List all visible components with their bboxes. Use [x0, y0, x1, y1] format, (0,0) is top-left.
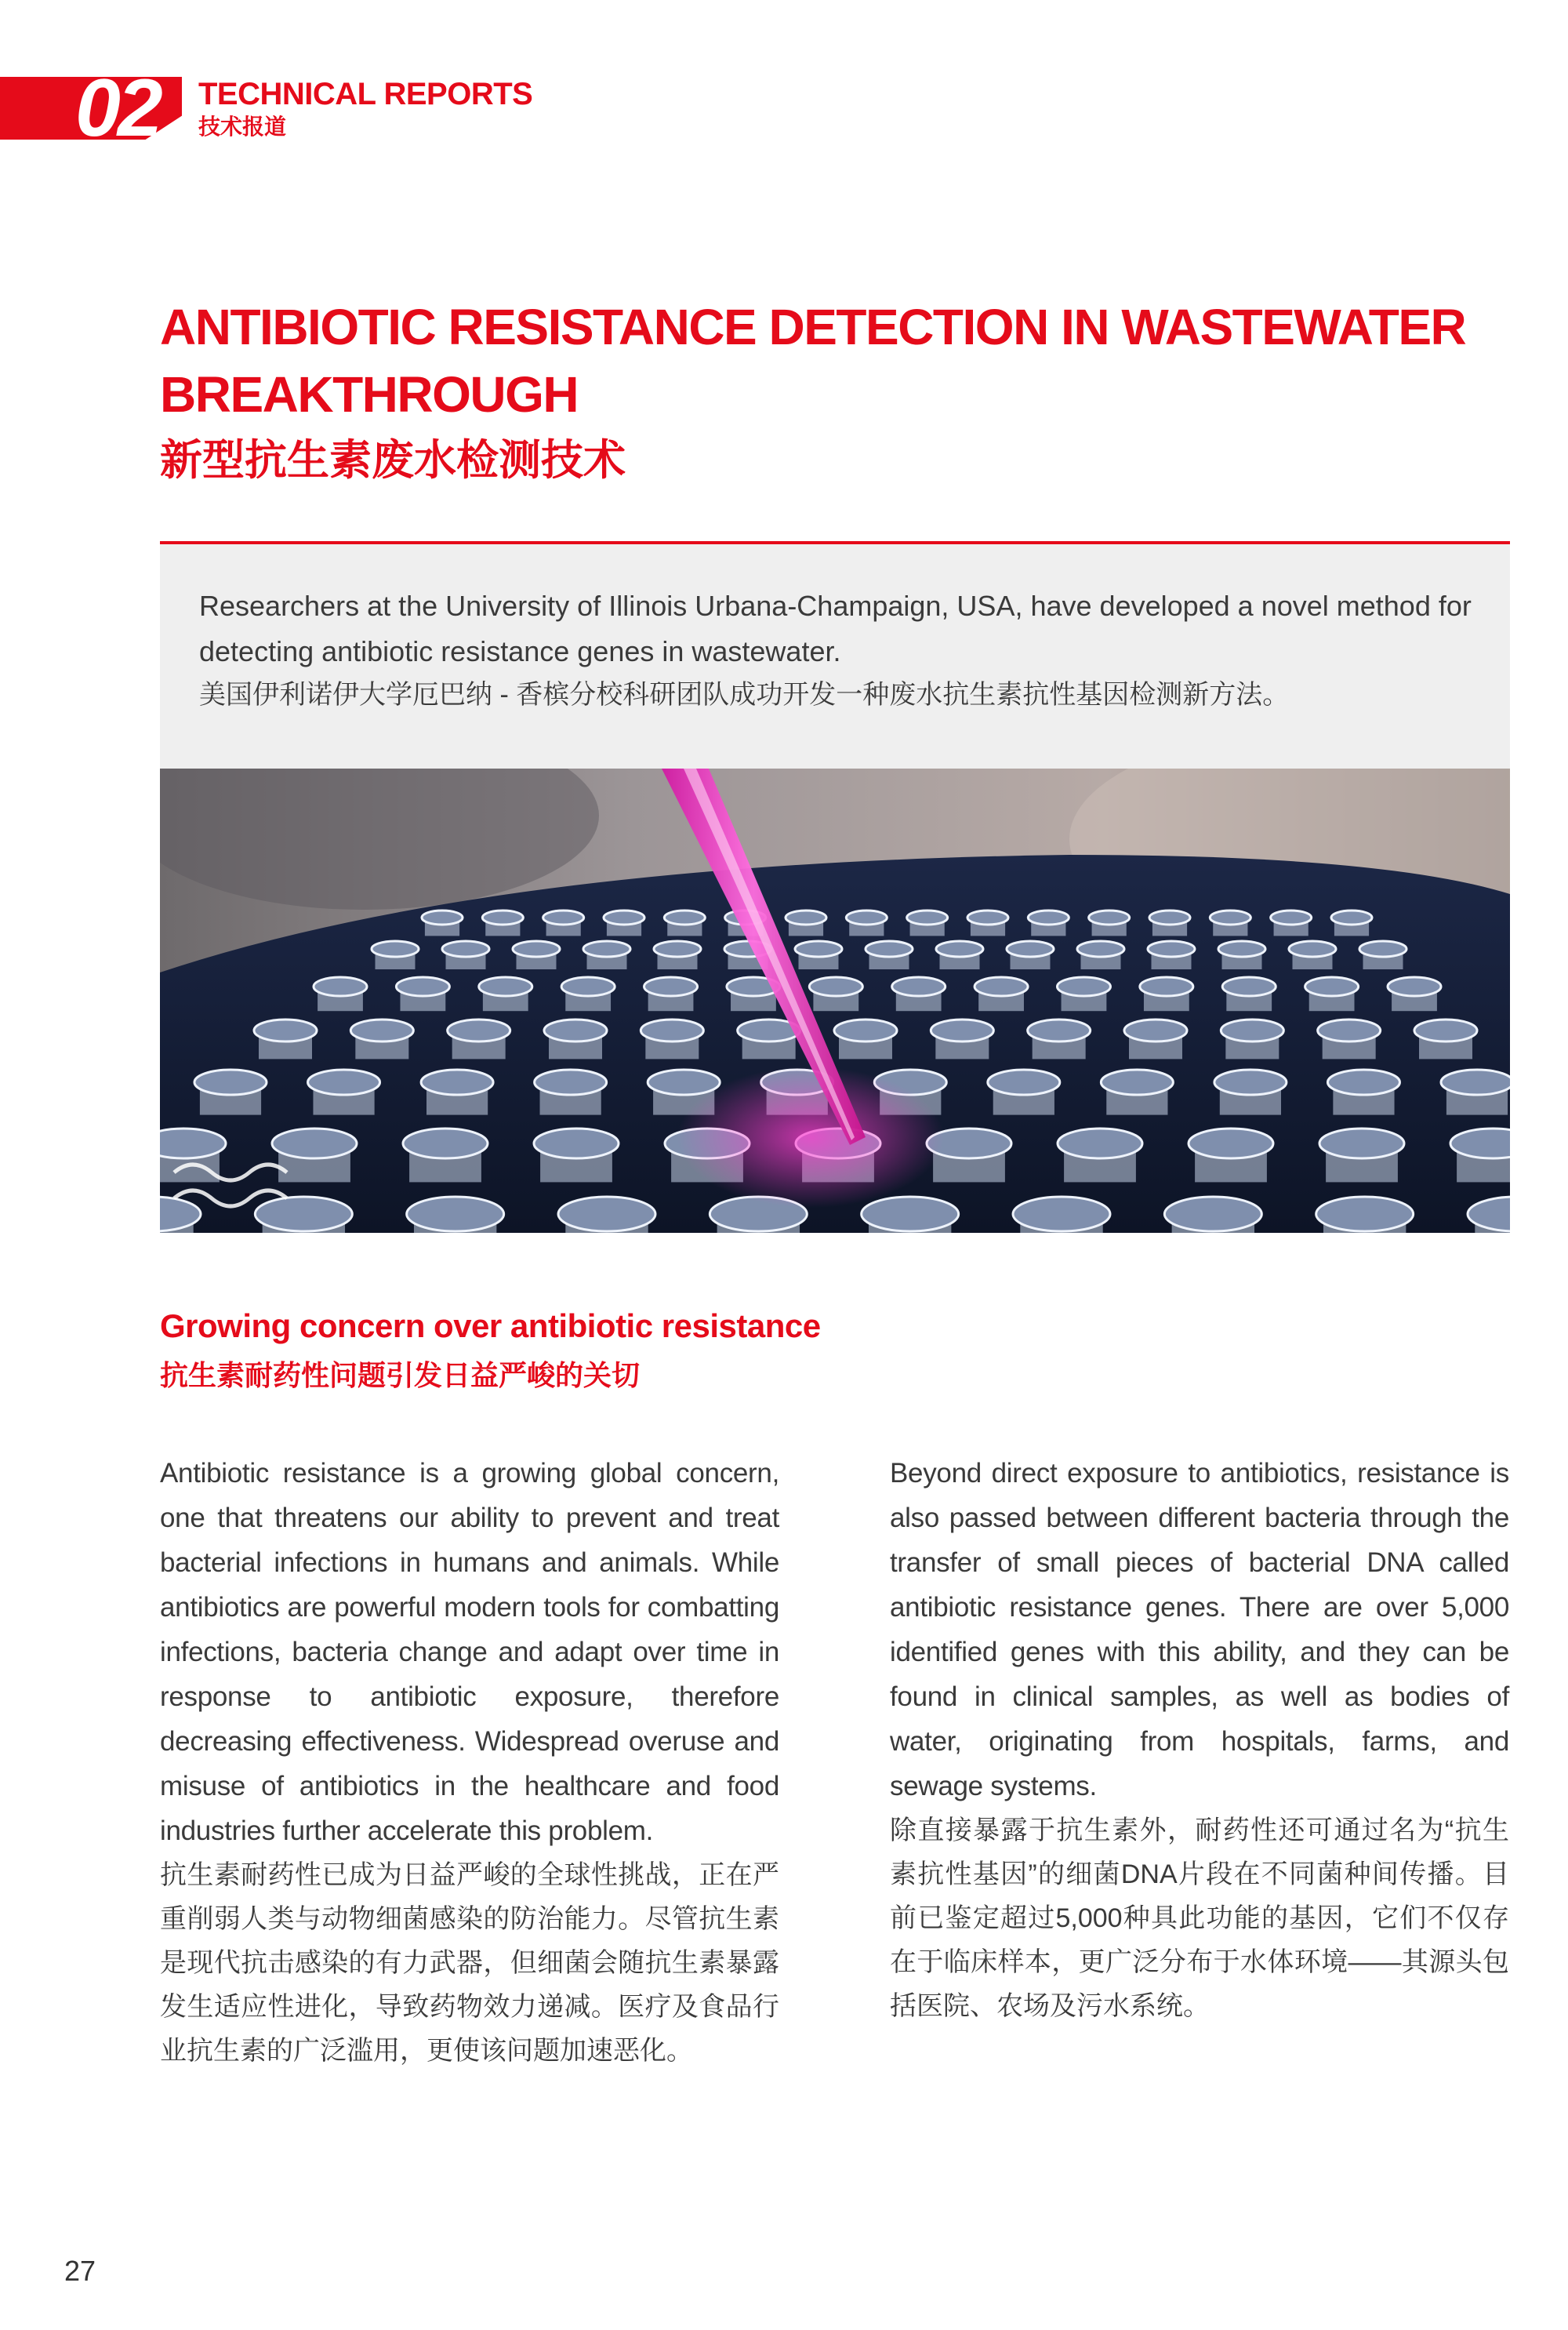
tube-rim — [654, 941, 701, 957]
tube-rim — [967, 911, 1008, 925]
tube-rim — [648, 1070, 720, 1095]
tube-rim — [1305, 977, 1359, 996]
tube-rim — [1013, 1197, 1110, 1231]
tube-rim — [1441, 1070, 1510, 1095]
tube-rim — [1164, 1197, 1261, 1231]
tube-rim — [442, 941, 489, 957]
body-paragraph-en: Beyond direct exposure to antibiotics, resistance is also passed between different bacteria through the transfer of small pieces of bacterial DNA called antibiotic resistance genes. There are over 5,000 identified genes with this ability, and they can be found in clinical samples, as well as bodies of water, originating from hospitals, farms, and sewage systems. — [890, 1458, 1509, 1801]
tube-rim — [1271, 911, 1312, 925]
tube-rim — [795, 941, 842, 957]
body-paragraph-en: Antibiotic resistance is a growing global concern, one that threatens our ability to prevent and treat bacterial infections in humans and animals. While antibiotics are powerful modern tools for combatting infections, bacteria change and adapt over time in response to antibiotic exposure, therefore decreasing effectiveness. Widespread overuse and misuse of antibiotics in the healthcare and food industries further accelerate this problem. — [160, 1458, 779, 1846]
tube-rim — [931, 1020, 993, 1041]
summary-box — [160, 544, 1510, 769]
tube-rim — [1149, 911, 1190, 925]
tube-rim — [255, 1197, 352, 1231]
tube-rim — [272, 1129, 357, 1158]
tube-rim — [1058, 1129, 1142, 1158]
tube-rim — [1222, 977, 1276, 996]
tube-rim — [422, 911, 463, 925]
tube-rim — [558, 1197, 655, 1231]
tube-rim — [1089, 911, 1130, 925]
tube-rim — [1057, 977, 1110, 996]
tube-rim — [834, 1020, 897, 1041]
body-paragraph-cn: 抗生素耐药性已成为日益严峻的全球性挑战，正在严重削弱人类与动物细菌感染的防治能力。尽管抗生素是现代抗击感染的有力武器，但细菌会随抗生素暴露发生适应性进化，导致药物效力递减。医疗及食品行业抗生素的广泛滥用，更使该问题加速恶化。 — [160, 1860, 779, 2066]
tube-rim — [535, 1070, 607, 1095]
tube-rim — [644, 977, 698, 996]
tube-rim — [1077, 941, 1124, 957]
tube-rim — [513, 941, 560, 957]
tube-rim — [1218, 941, 1265, 957]
tube-rim — [1140, 977, 1193, 996]
tube-rim — [561, 977, 615, 996]
body-paragraph-cn: 除直接暴露于抗生素外，耐药性还可通过名为“抗生素抗性基因”的细菌DNA片段在不同菌种间传播。目前已鉴定超过5,000种具此功能的基因，它们不仅存在于临床样本，更广泛分布于水体环境——其源头包括医院、农场及污水系统。 — [890, 1816, 1509, 2021]
tube-rim — [350, 1020, 413, 1041]
tube-rim — [1028, 911, 1069, 925]
tube-rim — [194, 1070, 267, 1095]
tube-rim — [1414, 1020, 1477, 1041]
article-title-cn: 新型抗生素废水检测技术 — [160, 437, 626, 484]
tube-rim — [809, 977, 862, 996]
tube-rim — [544, 1020, 607, 1041]
tube-rim — [407, 1197, 504, 1231]
tube-rim — [534, 1129, 619, 1158]
tube-rim — [1007, 941, 1054, 957]
tube-rim — [664, 911, 705, 925]
tube-rim — [846, 911, 887, 925]
tube-rim — [479, 977, 532, 996]
tube-rim — [372, 941, 419, 957]
tube-rim — [396, 977, 449, 996]
summary-text-cn: 美国伊利诺伊大学厄巴纳 - 香槟分校科研团队成功开发一种废水抗生素抗性基因检测新方法。 — [199, 680, 1290, 710]
tube-rim — [1331, 911, 1372, 925]
tube-rim — [1359, 941, 1406, 957]
tube-rim — [1189, 1129, 1273, 1158]
tube-rim — [448, 1020, 510, 1041]
summary-text-en: Researchers at the University of Illinois Urbana-Champaign, USA, have developed a novel method for detecting antibiotic resistance genes in wastewater. — [199, 590, 1472, 667]
tube-rim — [907, 911, 948, 925]
tube-rim — [866, 941, 913, 957]
tube-rim — [254, 1020, 317, 1041]
section-heading-en: Growing concern over antibiotic resistance — [160, 1307, 821, 1344]
tube-rim — [1388, 977, 1441, 996]
section-label-en: TECHNICAL REPORTS — [198, 77, 533, 111]
section-label-cn: 技术报道 — [198, 115, 287, 139]
tube-rim — [1450, 1129, 1510, 1158]
tube-rim — [403, 1129, 488, 1158]
tube-rim — [1210, 911, 1250, 925]
tube-rim — [641, 1020, 703, 1041]
article-title-en: ANTIBIOTIC RESISTANCE DETECTION IN WASTEWATER BREAKTHROUGH — [160, 299, 1466, 423]
tube-rim — [1319, 1129, 1404, 1158]
tube-rim — [314, 977, 367, 996]
tube-rim — [936, 941, 983, 957]
tube-rim — [1289, 941, 1336, 957]
tube-rim — [1028, 1020, 1091, 1041]
tube-rim — [988, 1070, 1060, 1095]
tube-rim — [543, 911, 584, 925]
tube-rim — [1101, 1070, 1173, 1095]
tube-rim — [604, 911, 644, 925]
tube-rim — [160, 1129, 226, 1158]
tube-rim — [1221, 1020, 1283, 1041]
body-column-right — [890, 1451, 1509, 2028]
tube-rim — [308, 1070, 380, 1095]
tube-rim — [1214, 1070, 1287, 1095]
tube-rim — [421, 1070, 493, 1095]
tube-rim — [1316, 1197, 1414, 1231]
tube-rim — [1124, 1020, 1187, 1041]
tube-rim — [786, 911, 826, 925]
tube-rim — [975, 977, 1028, 996]
tube-rim — [1318, 1020, 1381, 1041]
tube-rim — [482, 911, 523, 925]
tube-rim — [583, 941, 630, 957]
body-column-left — [160, 1451, 779, 2073]
page-number: 27 — [64, 2255, 96, 2287]
tube-rim — [892, 977, 946, 996]
tube-rim — [862, 1197, 959, 1231]
section-number: 02 — [75, 63, 160, 154]
tube-rim — [1327, 1070, 1399, 1095]
section-heading-cn: 抗生素耐药性问题引发日益严峻的关切 — [160, 1359, 641, 1391]
lab-photo — [160, 769, 1510, 1233]
tube-rim — [1148, 941, 1195, 957]
